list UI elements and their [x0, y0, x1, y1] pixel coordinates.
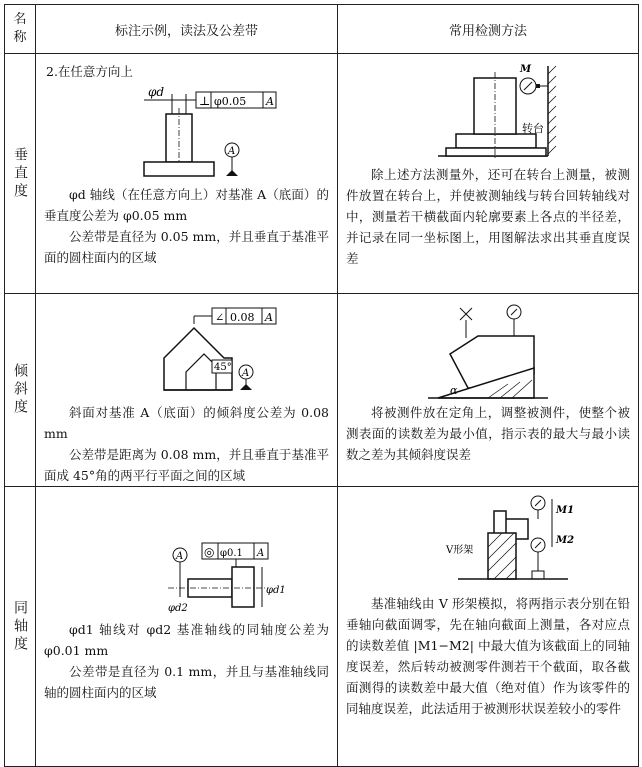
- angularity-diagram: [36, 294, 336, 402]
- subheading: 2.在任意方向上: [46, 64, 133, 79]
- d1-label: φd1: [266, 585, 286, 596]
- frame-datum: A: [257, 548, 265, 559]
- example-cell-perpendicularity: [36, 54, 338, 294]
- method-cell-angularity: [338, 294, 639, 487]
- indicator-label: M: [520, 64, 532, 75]
- table-row: [5, 294, 639, 487]
- row-name-angularity: 倾斜度: [5, 294, 36, 487]
- frame-tolerance: φ0.1: [220, 548, 243, 559]
- m2-label: M2: [556, 535, 575, 546]
- turntable-diagram: [338, 54, 638, 164]
- m1-label: M1: [556, 505, 575, 516]
- row-name-perpendicularity: 垂直度: [5, 54, 36, 294]
- description: 斜面对基准 A（底面）的倾斜度公差为 0.08 mm 公差带是距离为 0.08 mm，并且垂直于基准平面成 45°角的两平行平面之间的区域: [44, 405, 329, 483]
- method-text: 将被测件放在定角上，调整被测件，使整个被测表面的读数差为最小值，指示表的最大与最小读数之差为其倾斜度误差: [346, 405, 630, 462]
- method-cell-coaxiality: [338, 487, 639, 767]
- method-text: 基准轴线由 V 形架模拟，将两指示表分别在铅垂轴向截面调零，先在轴向截面上测量，各对应点的读数差值 |M1−M2| 中最大值为该截面上的同轴度误差，然后转动被测零件测若干个截面，取各截面测得的读数差中最大值（绝对值）作为该零件的同轴度误差，此法适用于被测形状误差较小的零件: [346, 596, 630, 716]
- angularity-symbol: ∠: [215, 311, 225, 324]
- row-name-coaxiality: 同轴度: [5, 487, 36, 767]
- frame-tolerance: φ0.05: [214, 95, 247, 108]
- datum-label: A: [242, 368, 250, 379]
- header-row: [5, 5, 639, 54]
- description: φd 轴线（在任意方向上）对基准 A（底面）的垂直度公差为 φ0.05 mm 公差带是直径为 0.05 mm，并且垂直于基准平面的圆柱面内的区域: [44, 187, 329, 265]
- coaxiality-symbol: ◎: [204, 545, 215, 559]
- datum-label: A: [176, 551, 184, 562]
- header-col1: 标注示例，读法及公差带: [36, 5, 338, 54]
- header-name: 名称: [5, 5, 36, 54]
- description: φd1 轴线对 φd2 基准轴线的同轴度公差为 φ0.01 mm 公差带是直径为 0.1 mm，并且与基准轴线同轴的圆柱面内的区域: [44, 622, 329, 700]
- perpendicularity-diagram: [36, 80, 336, 184]
- d2-label: φd2: [168, 603, 188, 614]
- table-row: [5, 54, 639, 294]
- tolerance-table: [4, 4, 639, 767]
- alpha-label: α: [450, 384, 458, 397]
- header-col2: 常用检测方法: [338, 5, 639, 54]
- example-cell-angularity: [36, 294, 338, 487]
- frame-datum: A: [266, 95, 274, 108]
- frame-datum: A: [265, 311, 273, 324]
- angle-block-diagram: [338, 294, 638, 402]
- method-cell-perpendicularity: [338, 54, 639, 294]
- method-text: 除上述方法测量外，还可在转台上测量，被测件放置在转台上，并使被测轴线与转台回转轴线对中，测量若干横截面内轮廓要素上各点的半径差，并记录在同一坐标图上，用图解法求出其垂直度误差: [346, 167, 630, 266]
- frame-tolerance: 0.08: [230, 311, 255, 324]
- example-cell-coaxiality: [36, 487, 338, 767]
- table-label: 转台: [522, 122, 544, 135]
- v-frame-label: V形架: [446, 545, 474, 556]
- dim-label: φd: [148, 85, 165, 99]
- datum-label: A: [228, 146, 236, 157]
- v-frame-diagram: [338, 487, 638, 587]
- perpendicular-symbol: ⊥: [199, 94, 211, 108]
- angle-label: 45°: [214, 362, 232, 373]
- coaxiality-diagram: [36, 487, 336, 615]
- table-row: [5, 487, 639, 767]
